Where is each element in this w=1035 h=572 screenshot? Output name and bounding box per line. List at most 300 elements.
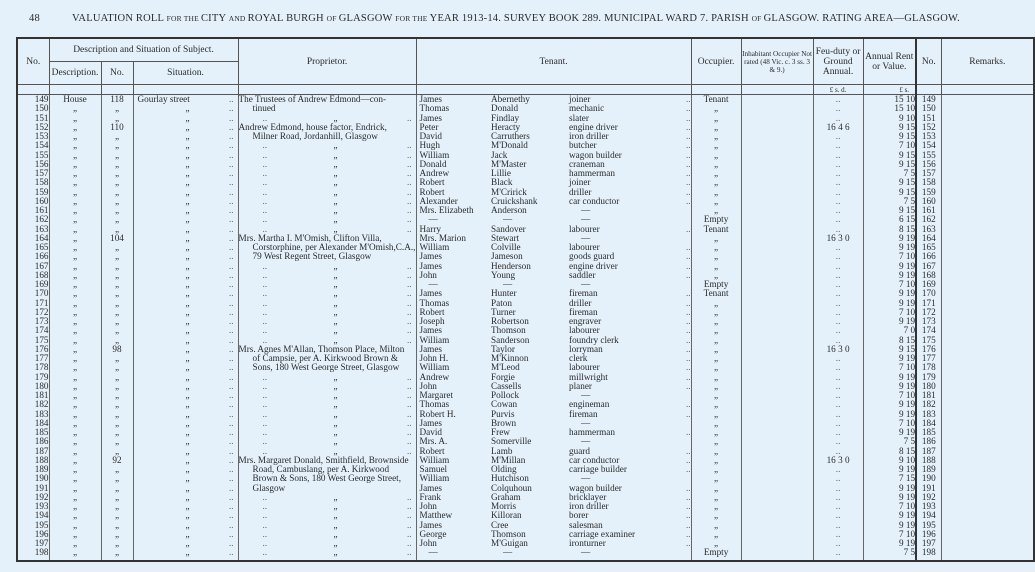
leader-dots: ..	[646, 197, 691, 206]
annual-rent-cell: 9 19	[863, 410, 916, 419]
feu-duty-cell: ..	[813, 336, 863, 345]
entry-number: 156	[17, 160, 49, 169]
occupier-cell: „	[691, 456, 741, 465]
annual-rent-cell: 8 15	[863, 447, 916, 456]
street-number-cell: „	[101, 493, 133, 502]
tenant-first-name: William	[416, 474, 491, 483]
annual-rent-cell: 7 10	[863, 530, 916, 539]
inhabitant-occupier-cell	[741, 410, 813, 419]
tenant-surname: M'Cririck	[491, 186, 527, 197]
inhabitant-occupier-cell	[741, 391, 813, 400]
tenant-occupation: salesman	[569, 519, 603, 530]
description-cell: „	[49, 437, 101, 446]
leader-dots: ..	[646, 326, 691, 335]
feu-duty-cell: ..	[813, 511, 863, 520]
situation-value: „	[185, 362, 190, 373]
street-number-cell: 104	[101, 234, 133, 243]
remarks-cell	[941, 363, 1034, 372]
leader-dots: ..	[406, 519, 412, 530]
tenant-occupation: driller	[569, 186, 592, 197]
description-cell: „	[49, 336, 101, 345]
description-cell: „	[49, 104, 101, 113]
inhabitant-occupier-cell	[741, 178, 813, 187]
street-number-cell: „	[101, 252, 133, 261]
entry-number: 191	[17, 484, 49, 493]
street-number-cell: „	[101, 141, 133, 150]
title-part: CITY	[200, 13, 229, 24]
entry-number-right: 182	[916, 400, 941, 409]
inhabitant-occupier-cell	[741, 234, 813, 243]
tenant-surname: Lamb	[491, 445, 513, 456]
ditto-mark: „	[333, 186, 338, 197]
description-cell: „	[49, 197, 101, 206]
header-annual-rent: Annual Rent or Value.	[863, 38, 916, 85]
entry-number-right: 198	[916, 548, 941, 561]
situation-value: „	[185, 205, 190, 215]
tenant-first-name: —	[416, 280, 491, 289]
occupier-cell: Tenant	[691, 225, 741, 234]
title-part: VALUATION ROLL	[72, 13, 167, 24]
situation-value: „	[185, 547, 190, 558]
street-number-cell: „	[101, 548, 133, 561]
situation-value: „	[185, 417, 190, 428]
entry-number-right: 196	[916, 530, 941, 539]
description-cell: „	[49, 114, 101, 123]
entry-number: 183	[17, 410, 49, 419]
table-row	[17, 289, 1034, 298]
remarks-cell	[941, 252, 1034, 261]
inhabitant-occupier-cell	[741, 141, 813, 150]
tenant-occupation: labourer	[569, 362, 600, 373]
description-cell: „	[49, 354, 101, 363]
entry-number-right: 170	[916, 289, 941, 298]
ditto-mark: „	[333, 399, 338, 410]
feu-duty-cell: ..	[813, 484, 863, 493]
leader-dots: ..	[228, 343, 234, 354]
annual-rent-cell: 15 10	[863, 95, 916, 105]
leader-dots: ..	[646, 484, 691, 493]
occupier-cell: „	[691, 502, 741, 511]
tenant-occupation: —	[581, 436, 591, 447]
tenant-surname: —	[503, 547, 513, 558]
tenant-surname: Sandover	[491, 223, 526, 234]
annual-rent-cell: 7 10	[863, 502, 916, 511]
inhabitant-occupier-cell	[741, 206, 813, 215]
title-part: GLASGOW. RATING AREA—GLASGOW.	[763, 13, 960, 24]
remarks-cell	[941, 419, 1034, 428]
entry-number: 190	[17, 474, 49, 483]
leader-dots: ..	[646, 141, 691, 150]
ditto-mark: „	[333, 214, 338, 225]
occupier-cell: „	[691, 151, 741, 160]
ditto-mark: „	[333, 168, 338, 178]
leader-dots: ..	[262, 158, 268, 169]
leader-dots: ..	[406, 279, 412, 289]
leader-dots: ..	[228, 103, 234, 114]
remarks-cell	[941, 530, 1034, 539]
ditto-mark: „	[333, 547, 338, 558]
description-cell: „	[49, 428, 101, 437]
description-cell: „	[49, 123, 101, 132]
leader-dots: ..	[228, 223, 234, 234]
feu-duty-cell: ..	[813, 114, 863, 123]
occupier-cell: „	[691, 243, 741, 252]
leader-dots: ..	[406, 390, 412, 400]
entry-number: 195	[17, 521, 49, 530]
rent-units: £ s.	[863, 85, 916, 95]
street-number-cell: 92	[101, 456, 133, 465]
description-cell: „	[49, 548, 101, 561]
leader-dots: ..	[406, 177, 412, 188]
annual-rent-cell: 7 5	[863, 197, 916, 206]
situation-value: „	[185, 279, 190, 289]
inhabitant-occupier-cell	[741, 354, 813, 363]
remarks-cell	[941, 373, 1034, 382]
ditto-mark: „	[333, 408, 338, 419]
annual-rent-cell: 9 19	[863, 511, 916, 520]
leader-dots: ..	[406, 297, 412, 308]
entry-number: 192	[17, 493, 49, 502]
tenant-surname: Cowan	[491, 399, 518, 410]
leader-dots: ..	[262, 538, 268, 548]
street-number-cell: „	[101, 299, 133, 308]
description-cell: „	[49, 151, 101, 160]
leader-dots: ..	[262, 528, 268, 539]
feu-duty-cell: ..	[813, 400, 863, 409]
occupier-cell: „	[691, 400, 741, 409]
situation-value: „	[185, 140, 190, 151]
feu-duty-cell: ..	[813, 243, 863, 252]
street-number-cell: „	[101, 308, 133, 317]
leader-dots: ..	[646, 354, 691, 363]
entry-number-right: 183	[916, 410, 941, 419]
leader-dots: ..	[646, 243, 691, 252]
entry-number-right: 180	[916, 382, 941, 391]
page-header	[0, 13, 1000, 27]
inhabitant-occupier-cell	[741, 530, 813, 539]
street-number-cell: „	[101, 465, 133, 474]
feu-duty-cell: ..	[813, 428, 863, 437]
entry-number: 179	[17, 373, 49, 382]
situation-value: „	[185, 408, 190, 419]
tenant-occupation: carriage examiner	[569, 528, 636, 539]
remarks-cell	[941, 511, 1034, 520]
tenant-occupation: —	[581, 417, 591, 428]
entry-number: 149	[17, 95, 49, 105]
running-title	[72, 13, 960, 24]
ditto-mark: „	[333, 112, 338, 123]
situation-value: „	[185, 538, 190, 548]
entry-number-right: 155	[916, 151, 941, 160]
leader-dots: ..	[646, 521, 691, 530]
header-remarks: Remarks.	[941, 38, 1034, 85]
feu-duty-cell: ..	[813, 391, 863, 400]
tenant-surname: M'Leod	[491, 362, 520, 373]
ditto-mark: „	[333, 269, 338, 280]
annual-rent-cell: 9 10	[863, 456, 916, 465]
leader-dots: ..	[228, 316, 234, 326]
leader-dots: ..	[646, 511, 691, 520]
leader-dots: ..	[228, 473, 234, 484]
tenant-surname: Turner	[491, 306, 516, 317]
entry-number-right: 150	[916, 104, 941, 113]
annual-rent-cell: 9 15	[863, 188, 916, 197]
situation-value: „	[185, 112, 190, 123]
leader-dots: ..	[646, 104, 691, 113]
ditto-mark: „	[333, 195, 338, 206]
leader-dots: ..	[228, 94, 234, 104]
leader-dots: ..	[646, 539, 691, 548]
title-part: FOR THE	[395, 14, 430, 23]
proprietor-line: Sons, 180 West George Street, Glasgow	[252, 362, 400, 373]
leader-dots: ..	[228, 454, 234, 465]
leader-dots: ..	[646, 160, 691, 169]
table-row	[17, 391, 1034, 400]
ditto-mark: „	[333, 297, 338, 308]
tenant-first-name: Robert	[416, 178, 491, 187]
entry-number: 167	[17, 262, 49, 271]
description-cell: „	[49, 345, 101, 354]
feu-duty-cell: ..	[813, 447, 863, 456]
entry-number-right: 195	[916, 521, 941, 530]
title-part: GLASGOW	[338, 13, 396, 24]
entry-number: 182	[17, 400, 49, 409]
leader-dots: ..	[228, 519, 234, 530]
remarks-cell	[941, 428, 1034, 437]
street-number-cell: „	[101, 197, 133, 206]
leader-dots: ..	[262, 408, 268, 419]
leader-dots: ..	[406, 380, 412, 391]
leader-dots	[646, 474, 691, 483]
entry-number: 171	[17, 299, 49, 308]
situation-value: „	[185, 380, 190, 391]
tenant-occupation: driller	[569, 297, 592, 308]
feu-duty-cell: ..	[813, 382, 863, 391]
street-number-cell: „	[101, 262, 133, 271]
occupier-cell: „	[691, 197, 741, 206]
description-cell: „	[49, 234, 101, 243]
tenant-first-name: Donald	[416, 160, 491, 169]
feu-duty-cell: ..	[813, 437, 863, 446]
street-number-cell: „	[101, 410, 133, 419]
inhabitant-occupier-cell	[741, 271, 813, 280]
situation-value: „	[185, 353, 190, 363]
tenant-occupation: ironturner	[569, 538, 606, 548]
annual-rent-cell: 9 19	[863, 484, 916, 493]
leader-dots: ..	[228, 464, 234, 474]
tenant-surname: Hunter	[491, 288, 517, 299]
leader-dots: ..	[406, 325, 412, 336]
feu-duty-cell: ..	[813, 252, 863, 261]
leader-dots: ..	[646, 447, 691, 456]
description-cell: „	[49, 484, 101, 493]
tenant-occupation: borer	[569, 510, 589, 521]
feu-duty-cell: ..	[813, 530, 863, 539]
annual-rent-cell: 6 15	[863, 215, 916, 224]
proprietor-line: 79 West Regent Street, Glasgow	[252, 251, 372, 262]
tenant-first-name: Alexander	[416, 197, 491, 206]
leader-dots: ..	[228, 371, 234, 382]
annual-rent-cell: 9 19	[863, 354, 916, 363]
leader-dots: ..	[228, 306, 234, 317]
remarks-cell	[941, 151, 1034, 160]
header-occupier: Occupier.	[691, 38, 741, 85]
leader-dots: ..	[228, 186, 234, 197]
tenant-surname: Pollock	[491, 390, 520, 400]
leader-dots: ..	[228, 482, 234, 493]
description-cell: „	[49, 382, 101, 391]
tenant-first-name: Frank	[416, 493, 491, 502]
annual-rent-cell: 9 19	[863, 465, 916, 474]
leader-dots: ..	[228, 232, 234, 243]
table-row	[17, 456, 1034, 465]
entry-number-right: 171	[916, 299, 941, 308]
leader-dots: ..	[262, 269, 268, 280]
ditto-mark: „	[333, 528, 338, 539]
tenant-occupation: goods guard	[569, 251, 615, 262]
inhabitant-occupier-cell	[741, 474, 813, 483]
tenant-occupation: car conductor	[569, 195, 620, 206]
entry-number: 176	[17, 345, 49, 354]
description-cell: „	[49, 206, 101, 215]
leader-dots: ..	[228, 334, 234, 345]
inhabitant-occupier-cell	[741, 262, 813, 271]
description-cell: House	[49, 95, 101, 105]
entry-number: 153	[17, 132, 49, 141]
street-number-cell: „	[101, 317, 133, 326]
description-cell: „	[49, 400, 101, 409]
title-part: FOR THE	[166, 14, 201, 23]
header-street-no: No.	[101, 62, 133, 85]
leader-dots: ..	[406, 112, 412, 123]
ditto-mark: „	[333, 491, 338, 502]
leader-dots: ..	[406, 316, 412, 326]
leader-dots: ..	[406, 427, 412, 437]
feu-duty-cell: ..	[813, 215, 863, 224]
annual-rent-cell: 9 19	[863, 428, 916, 437]
tenant-occupation: hammerman	[569, 168, 615, 178]
street-number-cell: „	[101, 243, 133, 252]
inhabitant-occupier-cell	[741, 95, 813, 105]
annual-rent-cell: 9 19	[863, 299, 916, 308]
inhabitant-occupier-cell	[741, 326, 813, 335]
tenant-surname: Colquhoun	[491, 482, 532, 493]
street-number-cell: „	[101, 160, 133, 169]
entry-number-right: 158	[916, 178, 941, 187]
feu-duty-cell: 16 4 6	[813, 123, 863, 132]
entry-number-right: 188	[916, 456, 941, 465]
annual-rent-cell: 7 10	[863, 419, 916, 428]
situation-value: „	[185, 260, 190, 271]
inhabitant-occupier-cell	[741, 400, 813, 409]
entry-number-right: 167	[916, 262, 941, 271]
tenant-occupation: engine driver	[569, 121, 618, 132]
situation-value: „	[185, 343, 190, 354]
tenant-occupation: planer	[569, 380, 592, 391]
entry-number: 172	[17, 308, 49, 317]
leader-dots: ..	[646, 530, 691, 539]
entry-number: 185	[17, 428, 49, 437]
remarks-cell	[941, 215, 1034, 224]
leader-dots	[646, 280, 691, 289]
leader-dots	[646, 548, 691, 561]
occupier-cell: „	[691, 437, 741, 446]
leader-dots	[646, 391, 691, 400]
tenant-first-name: James	[416, 345, 491, 354]
description-cell: „	[49, 511, 101, 520]
table-row	[17, 336, 1034, 345]
leader-dots: ..	[646, 123, 691, 132]
inhabitant-occupier-cell	[741, 169, 813, 178]
entry-number-right: 181	[916, 391, 941, 400]
occupier-cell: „	[691, 114, 741, 123]
feu-duty-cell: ..	[813, 548, 863, 561]
entry-number-right: 194	[916, 511, 941, 520]
entry-number-right: 177	[916, 354, 941, 363]
table-row	[17, 382, 1034, 391]
tenant-first-name: James	[416, 521, 491, 530]
title-part: OF	[751, 14, 764, 23]
leader-dots: ..	[228, 140, 234, 151]
occupier-cell: Tenant	[691, 95, 741, 105]
inhabitant-occupier-cell	[741, 336, 813, 345]
table-row	[17, 104, 1034, 113]
tenant-surname: Thomson	[491, 325, 526, 336]
remarks-cell	[941, 539, 1034, 548]
tenant-first-name: Harry	[416, 225, 491, 234]
leader-dots: ..	[262, 436, 268, 447]
occupier-cell: „	[691, 271, 741, 280]
leader-dots: ..	[646, 132, 691, 141]
occupier-cell: „	[691, 252, 741, 261]
leader-dots: ..	[262, 427, 268, 437]
entry-number-right: 160	[916, 197, 941, 206]
feu-duty-cell: ..	[813, 493, 863, 502]
tenant-surname: M'Millan	[491, 454, 526, 465]
description-cell: „	[49, 410, 101, 419]
remarks-cell	[941, 206, 1034, 215]
remarks-cell	[941, 465, 1034, 474]
situation-value: „	[185, 232, 190, 243]
title-part: AND	[228, 14, 248, 23]
tenant-surname: Somerville	[491, 436, 532, 447]
street-number-cell: „	[101, 354, 133, 363]
occupier-cell: Empty	[691, 280, 741, 289]
tenant-first-name: Andrew	[416, 373, 491, 382]
situation-value: „	[185, 427, 190, 437]
street-number-cell: „	[101, 151, 133, 160]
leader-dots: ..	[262, 177, 268, 188]
entry-number: 155	[17, 151, 49, 160]
tenant-occupation: foundry clerk	[569, 334, 619, 345]
leader-dots: ..	[646, 428, 691, 437]
leader-dots: ..	[406, 158, 412, 169]
remarks-cell	[941, 456, 1034, 465]
situation-value: „	[185, 334, 190, 345]
situation-value: „	[185, 325, 190, 336]
tenant-first-name: William	[416, 456, 491, 465]
ditto-mark: „	[333, 519, 338, 530]
ditto-mark: „	[333, 223, 338, 234]
entry-number-right: 153	[916, 132, 941, 141]
feu-duty-cell: ..	[813, 502, 863, 511]
header-no: No.	[17, 38, 49, 85]
table-row	[17, 484, 1034, 493]
annual-rent-cell: 9 19	[863, 289, 916, 298]
leader-dots: ..	[228, 297, 234, 308]
table-row	[17, 141, 1034, 150]
feu-units: £ s. d.	[813, 85, 863, 95]
